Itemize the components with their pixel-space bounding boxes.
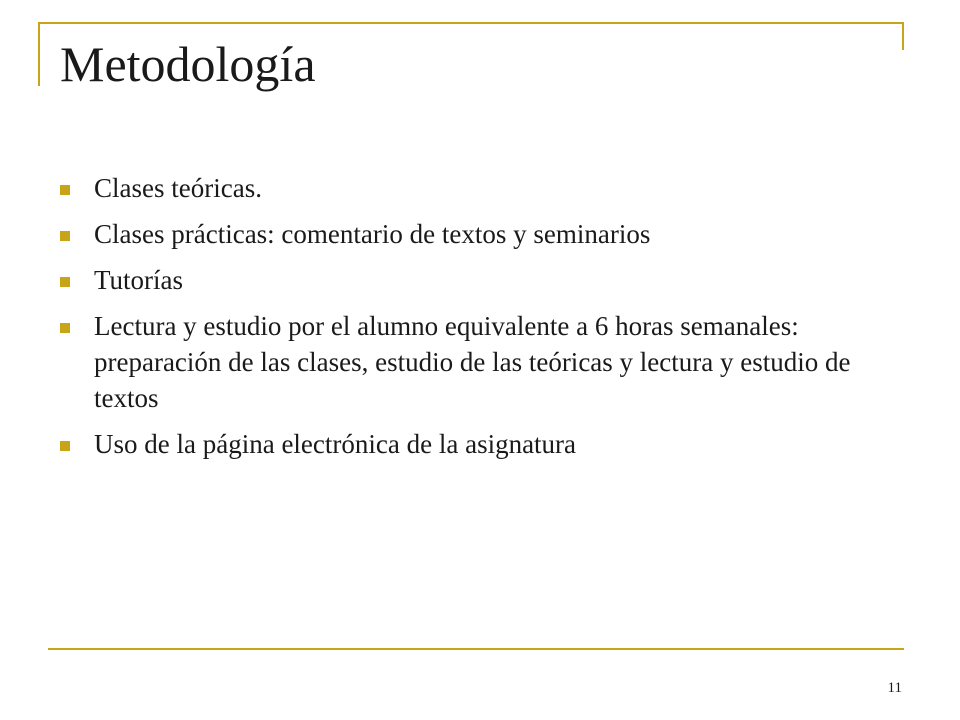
page-number: 11	[887, 680, 902, 696]
bullet-text: Lectura y estudio por el alumno equivalente a 6 horas semanales: preparación de las clases, estudio de las teóricas y lectura y estudio de textos	[94, 311, 851, 413]
square-bullet-icon	[60, 185, 70, 195]
bullet-item-tutorias	[60, 262, 910, 298]
slide-title: Metodología	[60, 36, 316, 92]
bullet-item-clases-teoricas	[60, 170, 910, 206]
square-bullet-icon	[60, 277, 70, 287]
square-bullet-icon	[60, 323, 70, 333]
square-bullet-icon	[60, 231, 70, 241]
bullet-item-lectura-estudio	[60, 308, 910, 416]
bullet-text: Tutorías	[94, 265, 184, 295]
frame-top-rule	[38, 22, 904, 24]
square-bullet-icon	[60, 441, 70, 451]
bullet-list	[60, 170, 910, 472]
bullet-text: Uso de la página electrónica de la asignatura	[94, 429, 577, 459]
frame-right-rule	[902, 22, 904, 50]
bullet-item-pagina-electronica	[60, 426, 910, 462]
frame-left-rule	[38, 22, 40, 86]
bullet-text: Clases prácticas: comentario de textos y seminarios	[94, 219, 651, 249]
bullet-item-clases-practicas	[60, 216, 910, 252]
bullet-text: Clases teóricas.	[94, 173, 262, 203]
footer-rule	[48, 648, 904, 650]
